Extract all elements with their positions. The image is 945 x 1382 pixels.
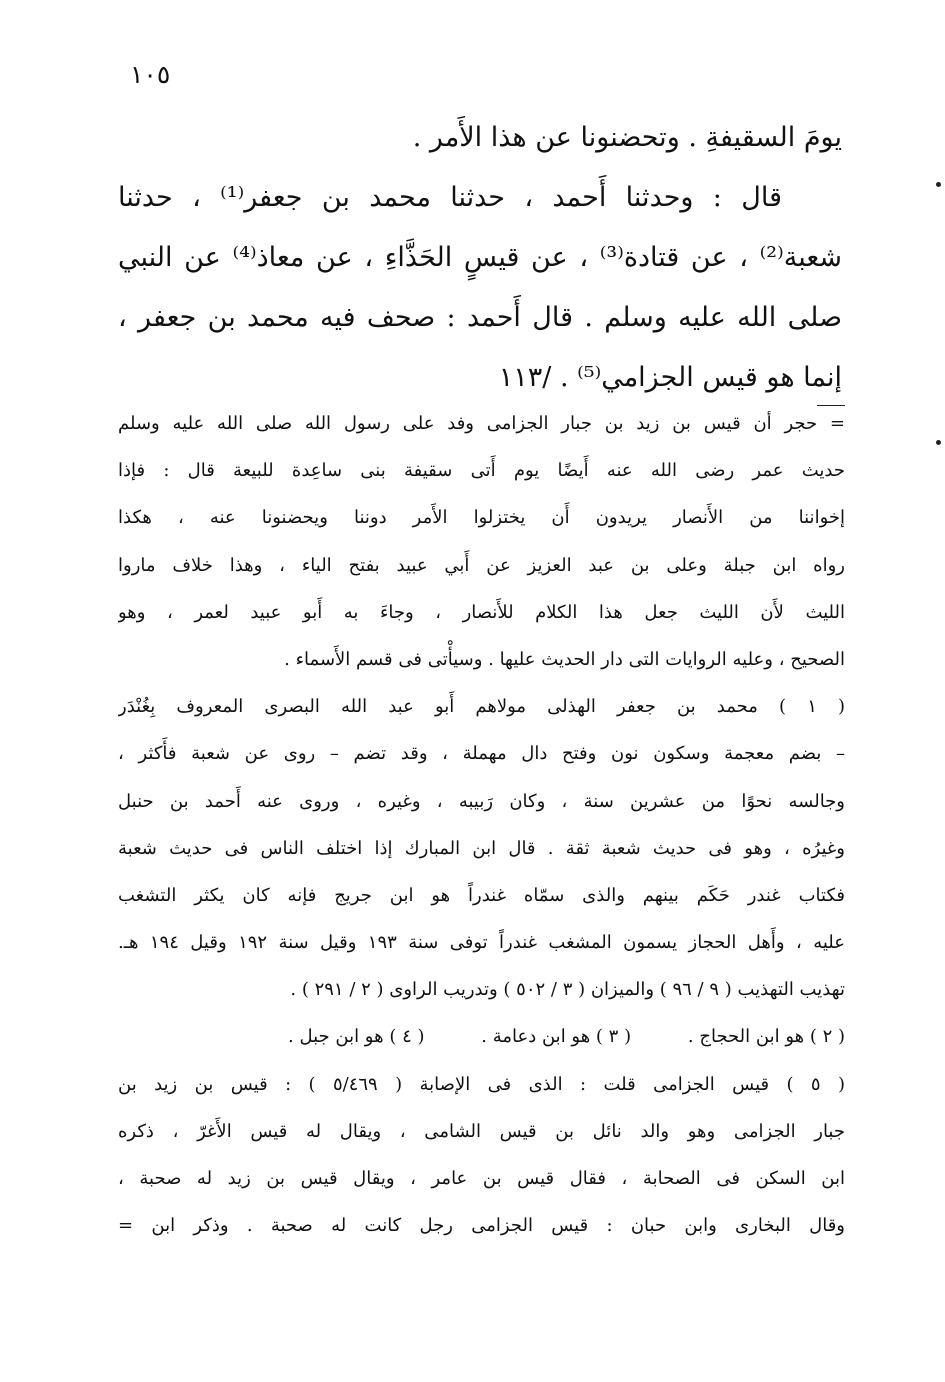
main-line: قال : وحدثنا أَحمد ، حدثنا محمد بن جعفر⁽¹⁾ ، حدثنا [118,182,782,213]
footnote-line: الصحيح ، وعليه الروايات التى دار الحديث عليها . وسيأْتى فى قسم الأَسماء . [284,648,845,670]
main-line: يومَ السقيفةِ . وتحضنونا عن هذا الأَمر . [412,122,842,153]
footnote-line: وغيرُه ، وهو فى حديث شعبة ثقة . قال ابن المبارك إذا اختلف الناس فى حديث شعبة [118,837,845,859]
footnote-line: الليث لأَن الليث جعل هذا الكلام للأَنصار ، وجاءَ به أَبو عبيد لعمر ، وهو [118,601,845,623]
footnote-line: وجالسه نحوًا من عشرين سنة ، وكان رَبيبه ، وغيره ، وروى عنه أَحمد بن حنبل [118,790,845,812]
footnotes [118,400,845,1249]
footnote-line: وقال البخارى وابن حبان : قيس الجزامى رجل كانت له صحبة . وذكر ابن = [118,1215,845,1237]
footnote-short-row [118,1013,845,1060]
footnote-line: جبار الجزامى وهو والد نائل بن قيس الشامى ، ويقال له قيس الأَغرّ ، ذكره [118,1120,845,1142]
margin-dot [936,440,941,445]
footnote-line: ( ١ ) محمد بن جعفر الهذلى مولاهم أَبو عبد الله البصرى المعروف بِغُنْدَر [118,696,845,718]
footnote-line: إخواننا من الأَنصار يريدون أَن يختزلوا الأَمر دوننا ويحضنونا عنه ، هكذا [118,507,845,529]
footnote-line: حديث عمر رضى الله عنه أَيضًا يوم أَتى سقيفة بنى ساعِدة للبيعة قال : فإذا [118,460,845,482]
footnote-line: ابن السكن فى الصحابة ، فقال قيس بن عامر ، ويقال قيس بن زيد له صحبة ، [118,1168,845,1189]
main-line: إنما هو قيس الجزامي⁽⁵⁾ . /١١٣ [498,362,842,393]
main-line: شعبة⁽²⁾ ، عن قتادة⁽³⁾ ، عن قيسٍ الحَذَّاءِ ، عن معاذ⁽⁴⁾ عن النبي [118,242,842,273]
page-number: ١٠٥ [130,60,171,89]
margin-dot [936,182,941,187]
main-line: صلى الله عليه وسلم . قال أَحمد : صحف فيه محمد بن جعفر ، [118,302,842,333]
footnote-3: ( ٣ ) هو ابن دعامة . [481,1026,632,1048]
footnote-line: رواه ابن جبلة وعلى بن عبد العزيز عن أَبي عبيد بفتح الياء ، وهذا خلاف ماروا [118,554,845,576]
footnote-line: فكتاب غندر حَكَم بينهم والذى سمّاه غندراً هو ابن جريج فإنه كان يكثر التشغب [118,884,845,906]
footnote-line: = حجر أن قيس بن زيد بن جبار الجزامى وفد على رسول الله صلى الله عليه وسلم [118,413,845,434]
footnote-line: – بضم معجمة وسكون نون وفتح دال مهملة ، وقد تضم – روى عن شعبة فأَكثر ، [118,743,845,765]
footnote-line: تهذيب التهذيب ( ٩ / ٩٦ ) والميزان ( ٣ / ٥٠٢ ) وتدريب الراوى ( ٢ / ٢٩١ ) . [290,979,845,1001]
footnote-2: ( ٢ ) هو ابن الحجاج . [687,1026,845,1048]
footnote-line: ( ٥ ) قيس الجزامى قلت : الذى فى الإصابة ( ٥/٤٦٩ ) : قيس بن زيد بن [118,1073,845,1095]
main-text [118,108,842,408]
footnote-line: عليه ، وأَهل الحجاز يسمون المشغب غندراً توفى سنة ١٩٣ وقيل سنة ١٩٢ وقيل ١٩٤ هـ. [118,932,845,954]
footnote-4: ( ٤ ) هو ابن جبل . [288,1026,425,1048]
